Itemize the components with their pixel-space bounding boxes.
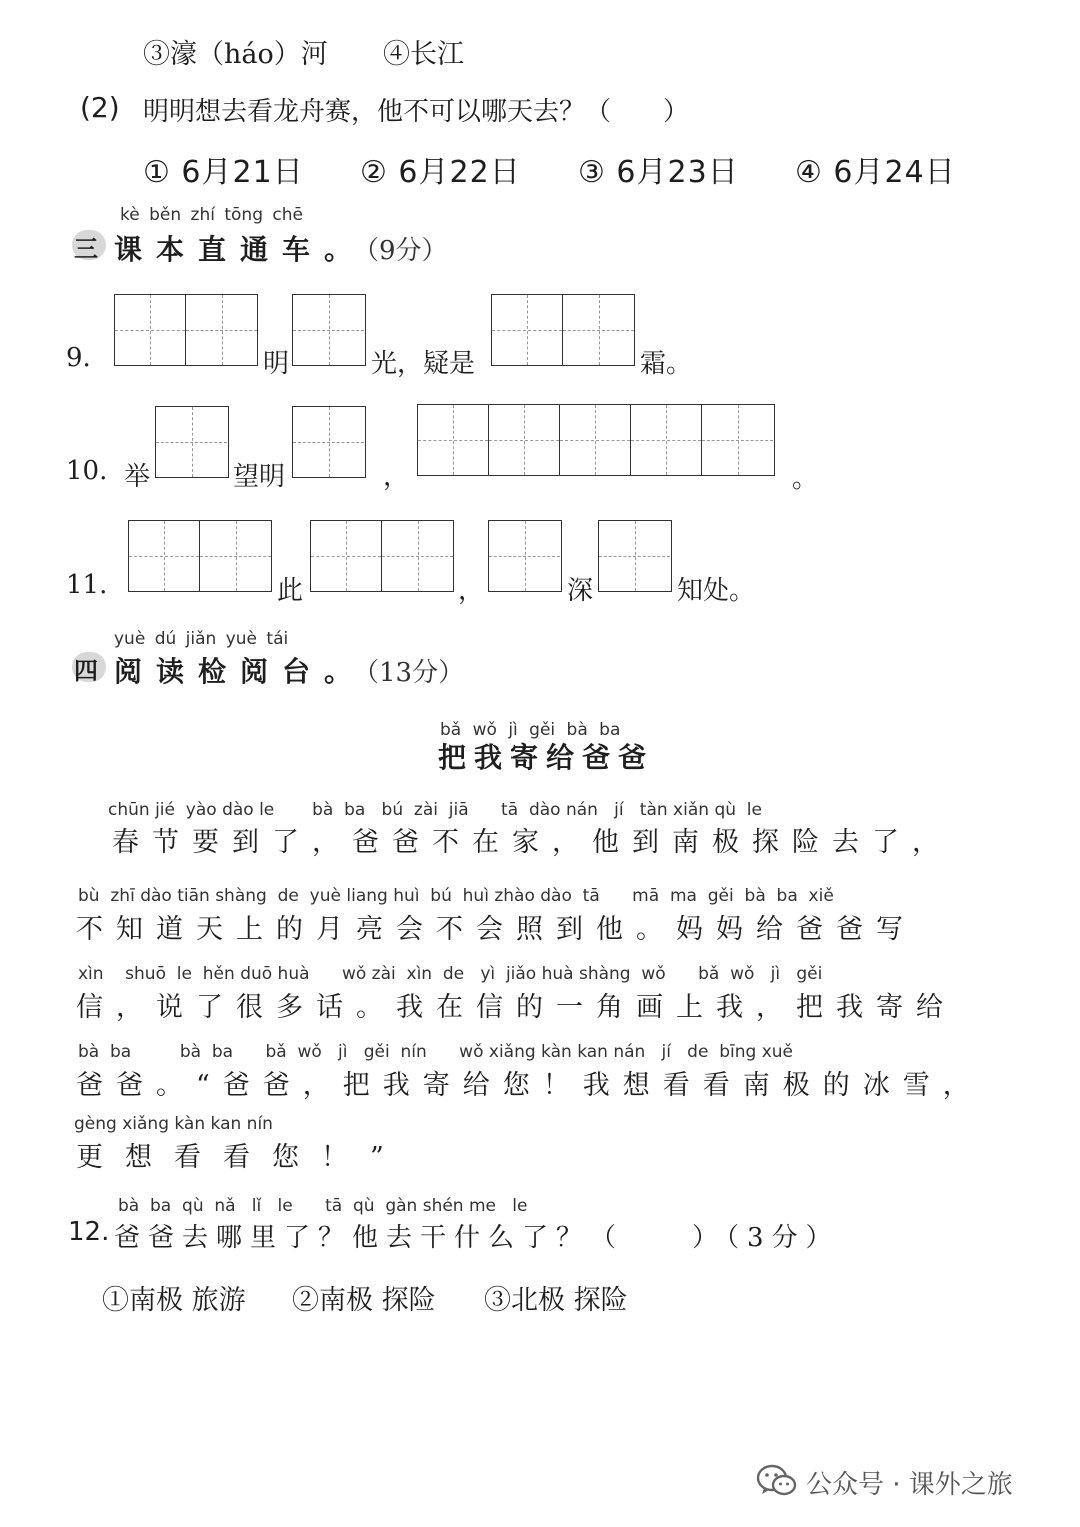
q12-option-3: ③北极 探险: [484, 1285, 628, 1316]
q12-number: 12.: [68, 1217, 110, 1247]
q9-number: 9.: [66, 343, 91, 373]
q10-text-2: 望明: [233, 462, 286, 492]
q10-writing-grid-3[interactable]: [417, 404, 775, 476]
section4-badge-number: 四: [74, 657, 98, 685]
q11-text-4: 知处。: [677, 576, 756, 606]
q2-option-1: ① 6月21日: [143, 155, 304, 190]
q2-number: (2): [80, 91, 120, 124]
q9-writing-grid-1[interactable]: [114, 294, 258, 366]
story-line-5-pinyin: gèng xiǎng kàn kan nín: [74, 1114, 273, 1134]
section4-score: （13分）: [366, 658, 465, 688]
q10-writing-grid-1[interactable]: [155, 406, 229, 478]
section3-score: （9分）: [366, 236, 448, 266]
story-line-1: 春节要到了，爸爸不在家，他到南极探险去了，: [112, 827, 952, 858]
story-line-1-pinyin: chūn jié yào dào le bà ba bú zài jiā tā dào nán jí tàn xiǎn qù le: [108, 800, 762, 820]
q11-text-3: 深: [567, 576, 594, 606]
q12-option-2: ②南极 探险: [292, 1285, 436, 1316]
section4-title-text: 阅读检阅台。: [114, 655, 367, 688]
story-line-4-pinyin: bà ba bà ba bǎ wǒ jì gěi nín wǒ xiǎng kàn kan nán jí de bīng xuě: [78, 1042, 794, 1062]
q11-writing-grid-2[interactable]: [310, 520, 454, 592]
section3-title-text: 课本直通车。: [114, 233, 367, 266]
story-line-4: 爸爸。“爸爸，把我寄给您！我想看看南极的冰雪，: [76, 1070, 983, 1101]
q11-text-2: ，: [458, 576, 485, 606]
q10-number: 10.: [66, 456, 108, 486]
section4-title: [114, 650, 464, 690]
q11-number: 11.: [66, 570, 108, 600]
watermark-text: 公众号 · 课外之旅: [806, 1470, 1013, 1500]
q9-text-2: 光，疑是: [371, 349, 476, 379]
q11-writing-grid-1[interactable]: [128, 520, 272, 592]
q10-writing-grid-2[interactable]: [292, 406, 366, 478]
q11-writing-grid-4[interactable]: [598, 520, 672, 592]
story-title: 把我寄给爸爸: [438, 741, 655, 774]
q10-text-4: 。: [792, 464, 819, 494]
section3-badge-number: 三: [74, 235, 98, 263]
q1-option-3: ③濠（háo）河: [143, 39, 328, 70]
q10-text-3: ，: [383, 462, 410, 492]
q2-option-2: ② 6月22日: [360, 155, 521, 190]
q11-writing-grid-3[interactable]: [488, 520, 562, 592]
story-line-3: 信，说了很多话。我在信的一角画上我，把我寄给: [76, 992, 956, 1023]
q9-writing-grid-3[interactable]: [491, 294, 635, 366]
q9-writing-grid-2[interactable]: [292, 294, 366, 366]
q12-question: 爸爸去哪里了？他去干什么了？（ ）（3分）: [114, 1223, 840, 1253]
story-line-3-pinyin: xìn shuō le hěn duō huà wǒ zài xìn de yì jiǎo huà shàng wǒ bǎ wǒ jì gěi: [78, 964, 823, 984]
q9-text-1: 明: [263, 349, 290, 379]
story-line-5: 更想看看您！”: [76, 1142, 406, 1173]
section4-pinyin: yuè dú jiǎn yuè tái: [114, 629, 289, 649]
q2-question: 明明想去看龙舟赛，他不可以哪天去？（ ）: [143, 97, 690, 127]
q11-text-1: 此: [277, 576, 304, 606]
q1-option-4: ④长江: [383, 39, 464, 70]
q10-text-1: 举: [124, 462, 151, 492]
story-line-2-pinyin: bù zhī dào tiān shàng de yuè liang huì bú huì zhào dào tā mā ma gěi bà ba xiě: [78, 886, 834, 906]
q12-pinyin: bà ba qù nǎ lǐ le tā qù gàn shén me le: [118, 1196, 528, 1216]
section3-pinyin: kè běn zhí tōng chē: [120, 205, 303, 225]
q9-text-3: 霜。: [640, 349, 693, 379]
story-line-2: 不知道天上的月亮会不会照到他。妈妈给爸爸写: [76, 914, 916, 945]
section3-title: [114, 228, 448, 268]
q2-option-3: ③ 6月23日: [578, 155, 739, 190]
q12-option-1: ①南极 旅游: [102, 1285, 246, 1316]
wechat-icon: [756, 1463, 798, 1499]
q2-option-4: ④ 6月24日: [795, 155, 956, 190]
story-title-pinyin: bǎ wǒ jì gěi bà ba: [440, 720, 621, 740]
